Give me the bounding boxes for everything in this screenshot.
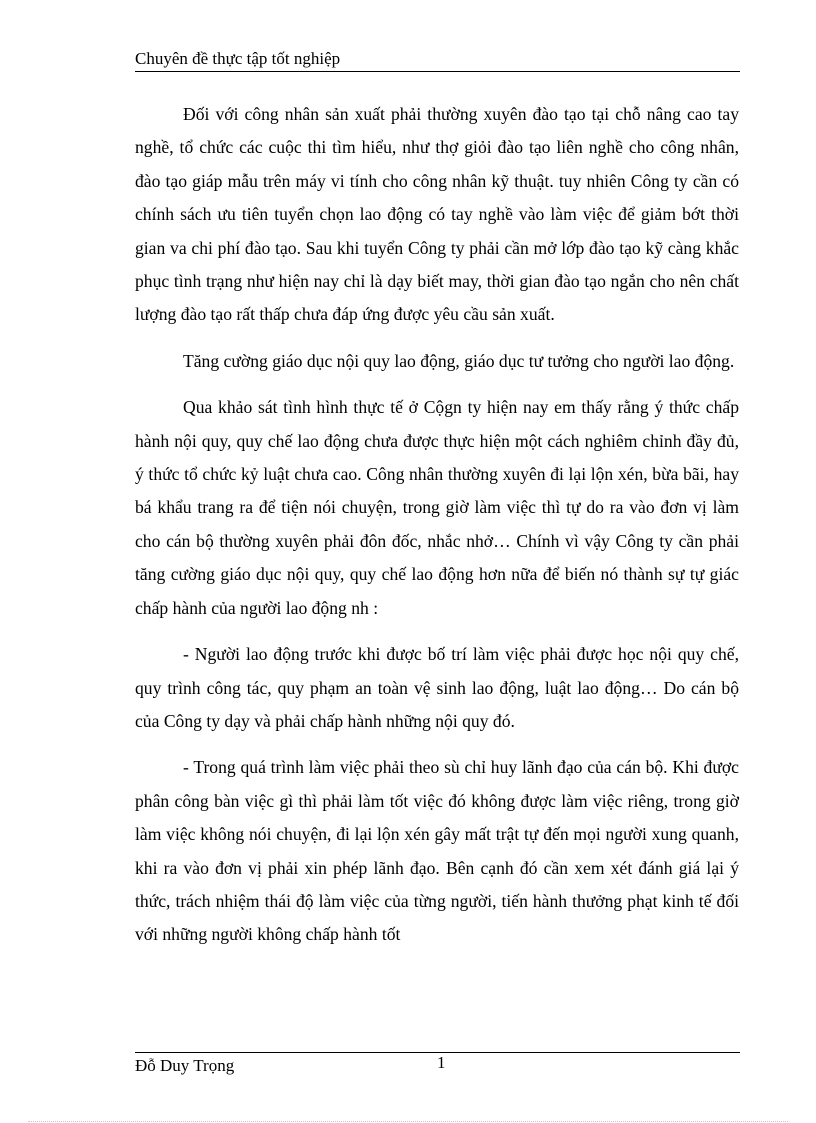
page-header [135,48,740,72]
document-body [135,98,739,965]
paragraph-discipline: - Trong quá trình làm việc phải theo sù chỉ huy lãnh đạo của cán bộ. Khi được phân công bàn việc gì thì phải làm tốt việc đó không được làm việc riêng, trong giờ làm việc không nói chuyện, đi lại lộn xén gây mất trật tự đến mọi người xung quanh, khi ra vào đơn vị phải xin phép lãnh đạo. Bên cạnh đó cần xem xét đánh giá lại ý thức, trách nhiệm thái độ làm việc của từng người, tiến hành thưởng phạt kinh tế đối với những người không chấp hành tốt [135,757,739,945]
paragraph-training: Đối với công nhân sản xuất phải thường xuyên đào tạo tại chỗ nâng cao tay nghề, tổ chức các cuộc thi tìm hiểu, như thợ giỏi đào tạo liên nghề cho công nhân, đào tạo giáp mẫu trên máy vi tính cho công nhân kỹ thuật. tuy nhiên Công ty cần có chính sách ưu tiên tuyển chọn lao động có tay nghề vào làm việc để giảm bớt thời gian va chi phí đào tạo. Sau khi tuyển Công ty phải cần mở lớp đào tạo kỹ càng khắc phục tình trạng như hiện nay chỉ là dạy biết may, thời gian đào tạo ngắn cho nên chất lượng đào tạo rất thấp chưa đáp ứng được yêu cầu sản xuất. [135,104,739,325]
paragraph-rules: - Người lao động trước khi được bố trí làm việc phải được học nội quy chế, quy trình công tác, quy phạm an toàn vệ sinh lao động, luật lao động… Do cán bộ của Công ty dạy và phải chấp hành những nội quy đó. [135,644,739,731]
page-number: 1 [437,1053,446,1072]
page-bottom-border [28,1121,788,1122]
header-title: Chuyên đề thực tập tốt nghiệp [135,49,341,68]
footer-author: Đỗ Duy Trọng [135,1056,235,1075]
paragraph-education: Tăng cường giáo dục nội quy lao động, giáo dục tư tưởng cho người lao động. [183,350,735,371]
paragraph-survey: Qua khảo sát tình hình thực tế ở Cộgn ty hiện nay em thấy rằng ý thức chấp hành nội quy, quy chế lao động chưa được thực hiện một cách nghiêm chỉnh đầy đủ, ý thức tổ chức kỷ luật chưa cao. Công nhân thường xuyên đi lại lộn xén, bừa bãi, hay bá khẩu trang ra để tiện nói chuyện, trong giờ làm việc thì tự do ra vào đơn vị làm cho cán bộ thường xuyên phải đôn đốc, nhắc nhở… Chính vì vậy Công ty cần phải tăng cường giáo dục nội quy, quy chế lao động hơn nữa để biến nó thành sự tự giác chấp hành của người lao động nh : [135,397,739,618]
